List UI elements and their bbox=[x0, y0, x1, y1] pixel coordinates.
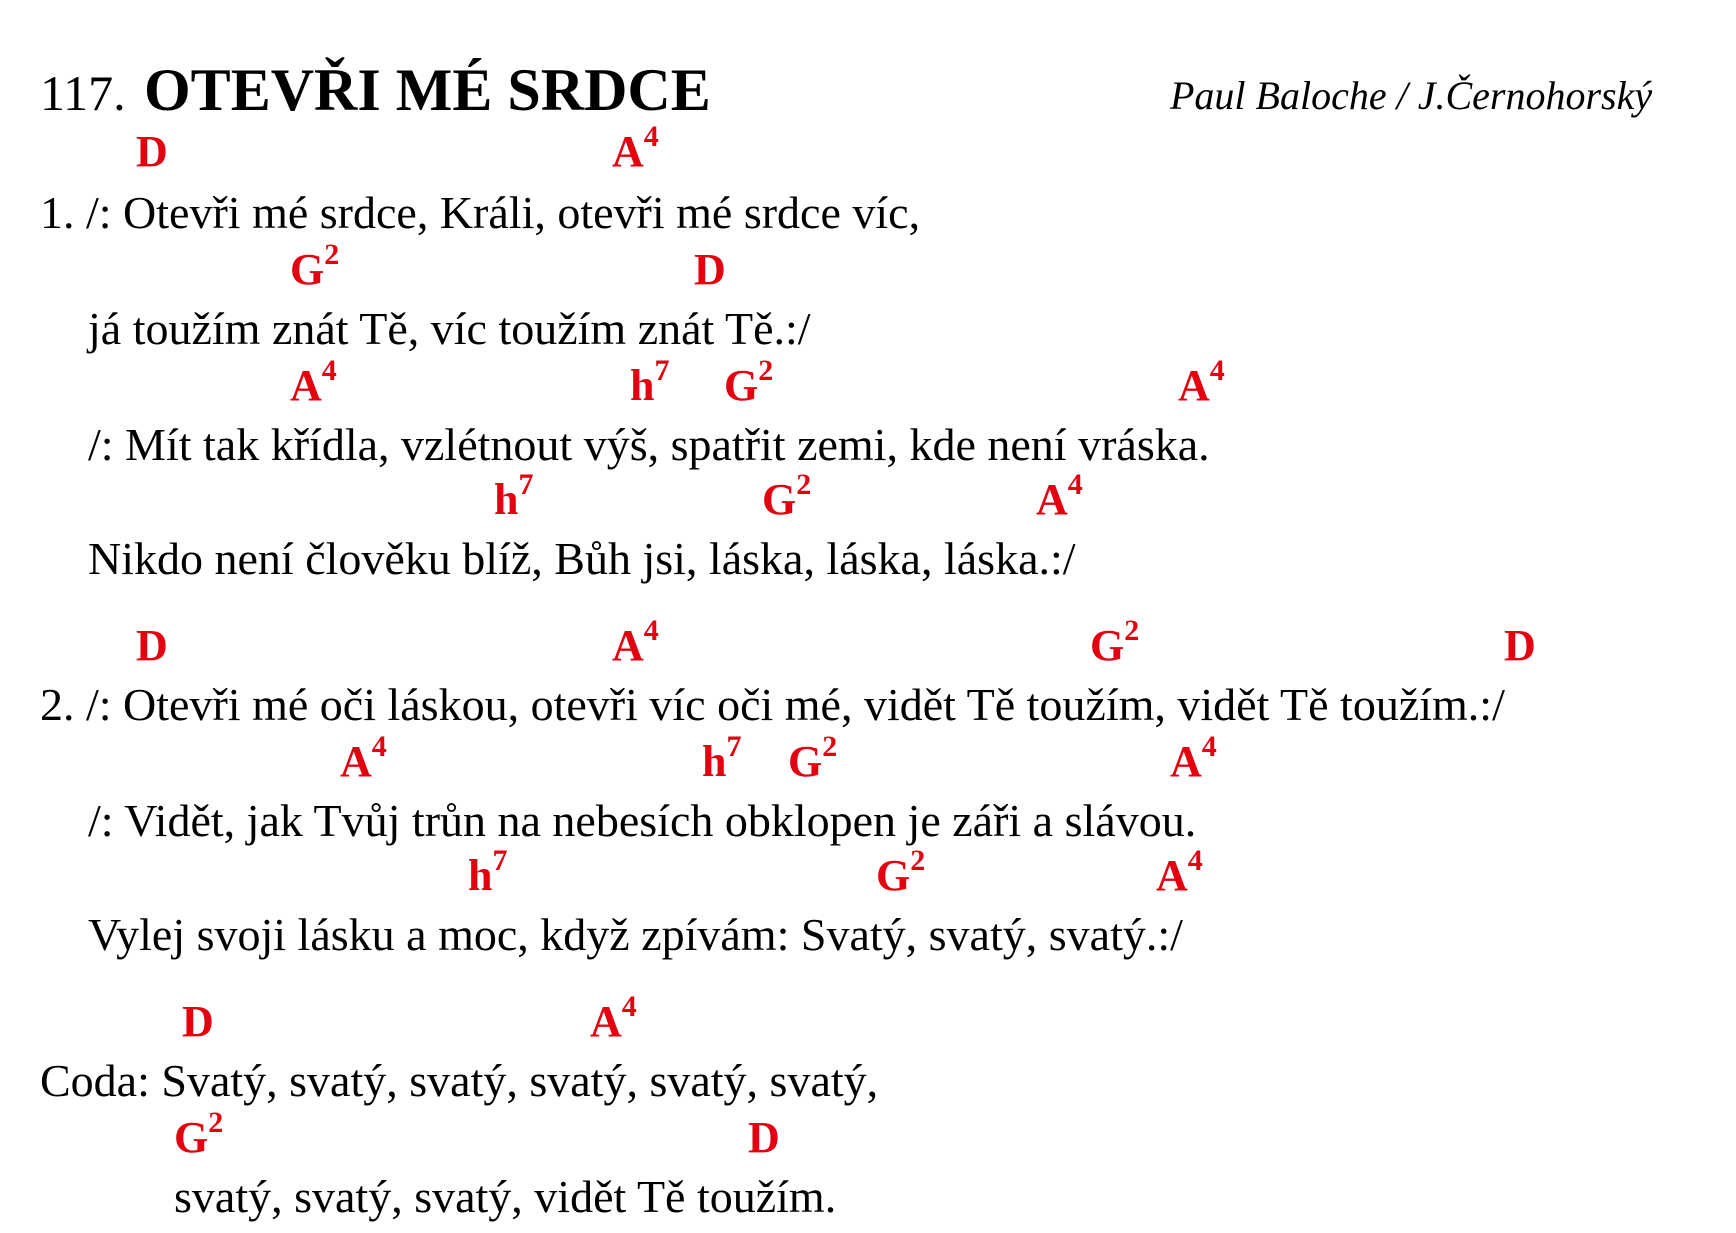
chord-d: D bbox=[136, 127, 168, 176]
chord-h7: $h^7$ bbox=[494, 468, 534, 524]
lyric-line: /: Mít tak křídla, vzlétnout výš, spatřit zemi, kde není vráska. bbox=[88, 419, 1210, 470]
chord-a4: $A^4$ bbox=[1170, 730, 1217, 786]
chord-a4: $A^4$ bbox=[590, 990, 637, 1046]
chord-g2: $G^2$ bbox=[174, 1106, 224, 1162]
song-title: OTEVŘI MÉ SRDCE bbox=[144, 57, 711, 123]
lyric-line: Nikdo není člověku blíž, Bůh jsi, láska, láska, láska.:/ bbox=[88, 533, 1076, 584]
chord-g2: $G^2$ bbox=[762, 468, 812, 524]
chord-g2: $G^2$ bbox=[290, 238, 340, 294]
chord-a4: $A^4$ bbox=[1156, 844, 1203, 900]
chord-h7: $h^7$ bbox=[702, 730, 742, 786]
lyric-line: svatý, svatý, svatý, vidět Tě toužím. bbox=[174, 1171, 837, 1222]
chord-a4: $A^4$ bbox=[1178, 354, 1225, 410]
song-authors: Paul Baloche / J.Černohorský bbox=[1170, 73, 1653, 118]
chord-a4: $A^4$ bbox=[612, 614, 659, 670]
chord-d: D bbox=[748, 1113, 780, 1162]
chord-g2: $G^2$ bbox=[788, 730, 838, 786]
song-number: 117. bbox=[40, 65, 126, 121]
chord-a4: $A^4$ bbox=[612, 120, 659, 176]
lyric-line: Vylej svoji lásku a moc, když zpívám: Svatý, svatý, svatý.:/ bbox=[88, 909, 1183, 960]
lyric-line: Coda: Svatý, svatý, svatý, svatý, svatý, svatý, bbox=[40, 1055, 879, 1106]
chord-d: D bbox=[1504, 621, 1536, 670]
lyric-line: 1. /: Otevři mé srdce, Králi, otevři mé srdce víc, bbox=[40, 187, 921, 238]
lyric-line: já toužím znát Tě, víc toužím znát Tě.:/ bbox=[88, 303, 811, 354]
chord-a4: $A^4$ bbox=[290, 354, 337, 410]
chord-d: D bbox=[136, 621, 168, 670]
lyric-line: 2. /: Otevři mé oči láskou, otevři víc oči mé, vidět Tě toužím, vidět Tě toužím.:/ bbox=[40, 679, 1505, 730]
chord-d: D bbox=[694, 245, 726, 294]
chord-g2: $G^2$ bbox=[876, 844, 926, 900]
chord-d: D bbox=[182, 997, 214, 1046]
chord-a4: $A^4$ bbox=[340, 730, 387, 786]
chord-g2: $G^2$ bbox=[724, 354, 774, 410]
chord-g2: $G^2$ bbox=[1090, 614, 1140, 670]
chord-h7: $h^7$ bbox=[468, 844, 508, 900]
chord-a4: $A^4$ bbox=[1036, 468, 1083, 524]
chord-h7: $h^7$ bbox=[630, 354, 670, 410]
lyric-line: /: Vidět, jak Tvůj trůn na nebesích obklopen je záři a slávou. bbox=[88, 795, 1197, 846]
